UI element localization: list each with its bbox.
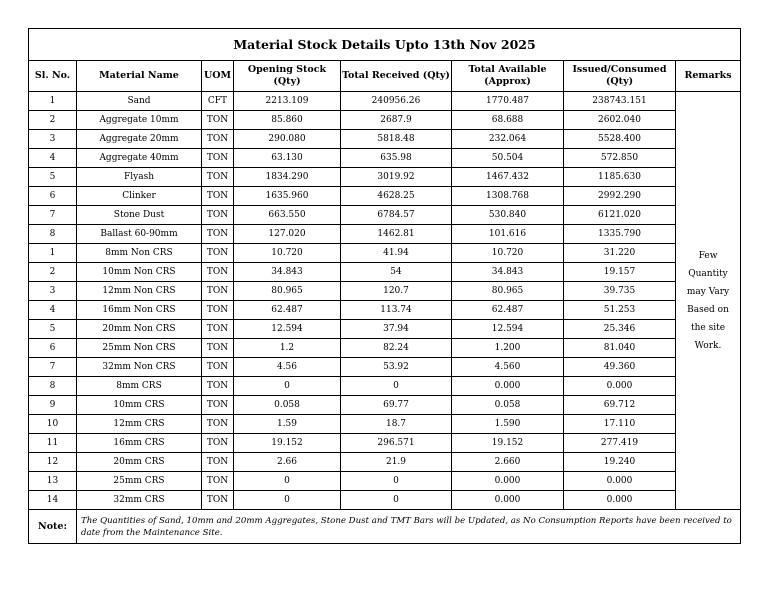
- cell-issued-consumed: 81.040: [564, 339, 676, 358]
- table-row: [29, 225, 741, 244]
- cell-material-name: 16mm Non CRS: [77, 301, 202, 320]
- report-title: Material Stock Details Upto 13th Nov 2025: [29, 29, 741, 61]
- cell-material-name: 25mm CRS: [77, 472, 202, 491]
- cell-total-received: 82.24: [341, 339, 452, 358]
- table-row: [29, 415, 741, 434]
- cell-material-name: Aggregate 40mm: [77, 149, 202, 168]
- cell-uom: TON: [202, 472, 234, 491]
- cell-total-received: 69.77: [341, 396, 452, 415]
- cell-total-available: 0.058: [452, 396, 564, 415]
- cell-sl-no: 6: [29, 187, 77, 206]
- cell-uom: TON: [202, 415, 234, 434]
- table-row: [29, 130, 741, 149]
- cell-total-received: 296.571: [341, 434, 452, 453]
- cell-issued-consumed: 49.360: [564, 358, 676, 377]
- cell-material-name: 10mm CRS: [77, 396, 202, 415]
- cell-issued-consumed: 39.735: [564, 282, 676, 301]
- note-label: Note:: [29, 510, 77, 544]
- cell-uom: TON: [202, 244, 234, 263]
- cell-uom: TON: [202, 358, 234, 377]
- cell-sl-no: 7: [29, 358, 77, 377]
- cell-material-name: Stone Dust: [77, 206, 202, 225]
- cell-material-name: Aggregate 20mm: [77, 130, 202, 149]
- cell-material-name: 12mm CRS: [77, 415, 202, 434]
- cell-uom: TON: [202, 130, 234, 149]
- cell-sl-no: 10: [29, 415, 77, 434]
- cell-material-name: 8mm Non CRS: [77, 244, 202, 263]
- table-row: [29, 92, 741, 111]
- cell-issued-consumed: 1335.790: [564, 225, 676, 244]
- cell-sl-no: 3: [29, 130, 77, 149]
- table-row: [29, 244, 741, 263]
- cell-issued-consumed: 2602.040: [564, 111, 676, 130]
- note-row: [29, 510, 741, 544]
- cell-total-available: 0.000: [452, 491, 564, 510]
- cell-opening-stock: 1635.960: [234, 187, 341, 206]
- table-row: [29, 320, 741, 339]
- cell-material-name: 20mm Non CRS: [77, 320, 202, 339]
- cell-issued-consumed: 19.240: [564, 453, 676, 472]
- cell-uom: TON: [202, 453, 234, 472]
- cell-sl-no: 3: [29, 282, 77, 301]
- remarks-cell: Few Quantity may Vary Based on the site Work.: [676, 92, 741, 510]
- cell-opening-stock: 1.2: [234, 339, 341, 358]
- header-uom: UOM: [202, 61, 234, 92]
- cell-total-available: 1.200: [452, 339, 564, 358]
- cell-issued-consumed: 69.712: [564, 396, 676, 415]
- cell-sl-no: 2: [29, 111, 77, 130]
- cell-material-name: Ballast 60-90mm: [77, 225, 202, 244]
- cell-sl-no: 2: [29, 263, 77, 282]
- cell-material-name: Clinker: [77, 187, 202, 206]
- cell-total-received: 53.92: [341, 358, 452, 377]
- cell-uom: TON: [202, 206, 234, 225]
- cell-uom: TON: [202, 320, 234, 339]
- cell-sl-no: 1: [29, 92, 77, 111]
- cell-total-received: 120.7: [341, 282, 452, 301]
- table-row: [29, 453, 741, 472]
- table-row: [29, 339, 741, 358]
- cell-total-received: 5818.48: [341, 130, 452, 149]
- cell-uom: TON: [202, 149, 234, 168]
- cell-total-available: 62.487: [452, 301, 564, 320]
- cell-total-received: 6784.57: [341, 206, 452, 225]
- cell-material-name: 8mm CRS: [77, 377, 202, 396]
- cell-total-available: 34.843: [452, 263, 564, 282]
- material-stock-table: [28, 28, 741, 544]
- cell-opening-stock: 19.152: [234, 434, 341, 453]
- cell-opening-stock: 62.487: [234, 301, 341, 320]
- cell-issued-consumed: 2992.290: [564, 187, 676, 206]
- cell-total-received: 18.7: [341, 415, 452, 434]
- cell-uom: TON: [202, 111, 234, 130]
- cell-material-name: 25mm Non CRS: [77, 339, 202, 358]
- header-total-available: Total Available (Approx): [452, 61, 564, 92]
- cell-total-received: 4628.25: [341, 187, 452, 206]
- cell-opening-stock: 663.550: [234, 206, 341, 225]
- cell-issued-consumed: 5528.400: [564, 130, 676, 149]
- cell-opening-stock: 0: [234, 377, 341, 396]
- cell-total-received: 3019.92: [341, 168, 452, 187]
- cell-uom: TON: [202, 377, 234, 396]
- cell-opening-stock: 2.66: [234, 453, 341, 472]
- cell-uom: TON: [202, 225, 234, 244]
- table-row: [29, 491, 741, 510]
- cell-issued-consumed: 0.000: [564, 491, 676, 510]
- cell-total-available: 1.590: [452, 415, 564, 434]
- cell-opening-stock: 1.59: [234, 415, 341, 434]
- cell-total-received: 37.94: [341, 320, 452, 339]
- cell-sl-no: 9: [29, 396, 77, 415]
- cell-total-available: 50.504: [452, 149, 564, 168]
- cell-total-available: 2.660: [452, 453, 564, 472]
- table-row: [29, 168, 741, 187]
- cell-material-name: Sand: [77, 92, 202, 111]
- cell-total-received: 21.9: [341, 453, 452, 472]
- cell-total-available: 4.560: [452, 358, 564, 377]
- cell-sl-no: 4: [29, 301, 77, 320]
- cell-total-received: 54: [341, 263, 452, 282]
- cell-issued-consumed: 19.157: [564, 263, 676, 282]
- cell-opening-stock: 2213.109: [234, 92, 341, 111]
- cell-total-available: 68.688: [452, 111, 564, 130]
- cell-total-received: 635.98: [341, 149, 452, 168]
- cell-total-available: 0.000: [452, 377, 564, 396]
- cell-total-received: 0: [341, 491, 452, 510]
- table-row: [29, 434, 741, 453]
- cell-opening-stock: 0: [234, 472, 341, 491]
- cell-issued-consumed: 6121.020: [564, 206, 676, 225]
- table-row: [29, 187, 741, 206]
- table-row: [29, 282, 741, 301]
- cell-material-name: 32mm Non CRS: [77, 358, 202, 377]
- cell-issued-consumed: 277.419: [564, 434, 676, 453]
- cell-uom: TON: [202, 491, 234, 510]
- cell-opening-stock: 1834.290: [234, 168, 341, 187]
- cell-issued-consumed: 1185.630: [564, 168, 676, 187]
- cell-issued-consumed: 17.110: [564, 415, 676, 434]
- cell-sl-no: 8: [29, 377, 77, 396]
- table-row: [29, 358, 741, 377]
- cell-material-name: 12mm Non CRS: [77, 282, 202, 301]
- cell-material-name: 20mm CRS: [77, 453, 202, 472]
- cell-total-available: 12.594: [452, 320, 564, 339]
- cell-opening-stock: 290.080: [234, 130, 341, 149]
- cell-uom: TON: [202, 396, 234, 415]
- cell-issued-consumed: 51.253: [564, 301, 676, 320]
- table-row: [29, 263, 741, 282]
- cell-total-available: 19.152: [452, 434, 564, 453]
- table-row: [29, 206, 741, 225]
- cell-total-available: 80.965: [452, 282, 564, 301]
- header-opening-stock: Opening Stock (Qty): [234, 61, 341, 92]
- table-row: [29, 396, 741, 415]
- cell-total-available: 232.064: [452, 130, 564, 149]
- cell-uom: TON: [202, 434, 234, 453]
- header-sl-no: Sl. No.: [29, 61, 77, 92]
- cell-sl-no: 12: [29, 453, 77, 472]
- cell-total-available: 530.840: [452, 206, 564, 225]
- cell-issued-consumed: 25.346: [564, 320, 676, 339]
- cell-total-received: 2687.9: [341, 111, 452, 130]
- header-material-name: Material Name: [77, 61, 202, 92]
- cell-uom: TON: [202, 301, 234, 320]
- cell-sl-no: 5: [29, 320, 77, 339]
- cell-opening-stock: 10.720: [234, 244, 341, 263]
- cell-total-received: 0: [341, 377, 452, 396]
- header-remarks: Remarks: [676, 61, 741, 92]
- cell-issued-consumed: 0.000: [564, 377, 676, 396]
- cell-sl-no: 7: [29, 206, 77, 225]
- cell-uom: TON: [202, 187, 234, 206]
- cell-total-received: 240956.26: [341, 92, 452, 111]
- cell-opening-stock: 0: [234, 491, 341, 510]
- cell-opening-stock: 63.130: [234, 149, 341, 168]
- cell-material-name: Aggregate 10mm: [77, 111, 202, 130]
- cell-total-received: 0: [341, 472, 452, 491]
- cell-opening-stock: 34.843: [234, 263, 341, 282]
- note-text: The Quantities of Sand, 10mm and 20mm Aggregates, Stone Dust and TMT Bars will be Updated, as No Consumption Reports have been received to date from the Maintenance Site.: [77, 510, 741, 544]
- cell-issued-consumed: 0.000: [564, 472, 676, 491]
- cell-material-name: 10mm Non CRS: [77, 263, 202, 282]
- cell-opening-stock: 0.058: [234, 396, 341, 415]
- cell-material-name: 16mm CRS: [77, 434, 202, 453]
- cell-total-available: 10.720: [452, 244, 564, 263]
- header-row: [29, 61, 741, 92]
- table-body: [29, 92, 741, 510]
- table-row: [29, 111, 741, 130]
- cell-sl-no: 6: [29, 339, 77, 358]
- table-row: [29, 472, 741, 491]
- cell-total-available: 0.000: [452, 472, 564, 491]
- table-row: [29, 149, 741, 168]
- cell-total-received: 113.74: [341, 301, 452, 320]
- header-total-received: Total Received (Qty): [341, 61, 452, 92]
- cell-uom: TON: [202, 282, 234, 301]
- cell-uom: TON: [202, 168, 234, 187]
- header-issued-consumed: Issued/Consumed (Qty): [564, 61, 676, 92]
- cell-sl-no: 8: [29, 225, 77, 244]
- cell-opening-stock: 85.860: [234, 111, 341, 130]
- cell-sl-no: 11: [29, 434, 77, 453]
- cell-material-name: Flyash: [77, 168, 202, 187]
- cell-total-available: 1308.768: [452, 187, 564, 206]
- cell-total-available: 1770.487: [452, 92, 564, 111]
- cell-total-received: 41.94: [341, 244, 452, 263]
- cell-opening-stock: 4.56: [234, 358, 341, 377]
- cell-sl-no: 1: [29, 244, 77, 263]
- cell-sl-no: 5: [29, 168, 77, 187]
- cell-sl-no: 14: [29, 491, 77, 510]
- table-row: [29, 377, 741, 396]
- cell-uom: TON: [202, 339, 234, 358]
- cell-total-available: 101.616: [452, 225, 564, 244]
- cell-opening-stock: 12.594: [234, 320, 341, 339]
- cell-uom: CFT: [202, 92, 234, 111]
- cell-sl-no: 13: [29, 472, 77, 491]
- stock-report-sheet: [28, 28, 740, 544]
- cell-issued-consumed: 572.850: [564, 149, 676, 168]
- cell-total-available: 1467.432: [452, 168, 564, 187]
- cell-sl-no: 4: [29, 149, 77, 168]
- cell-uom: TON: [202, 263, 234, 282]
- cell-material-name: 32mm CRS: [77, 491, 202, 510]
- cell-issued-consumed: 238743.151: [564, 92, 676, 111]
- cell-issued-consumed: 31.220: [564, 244, 676, 263]
- cell-opening-stock: 80.965: [234, 282, 341, 301]
- cell-total-received: 1462.81: [341, 225, 452, 244]
- cell-opening-stock: 127.020: [234, 225, 341, 244]
- table-row: [29, 301, 741, 320]
